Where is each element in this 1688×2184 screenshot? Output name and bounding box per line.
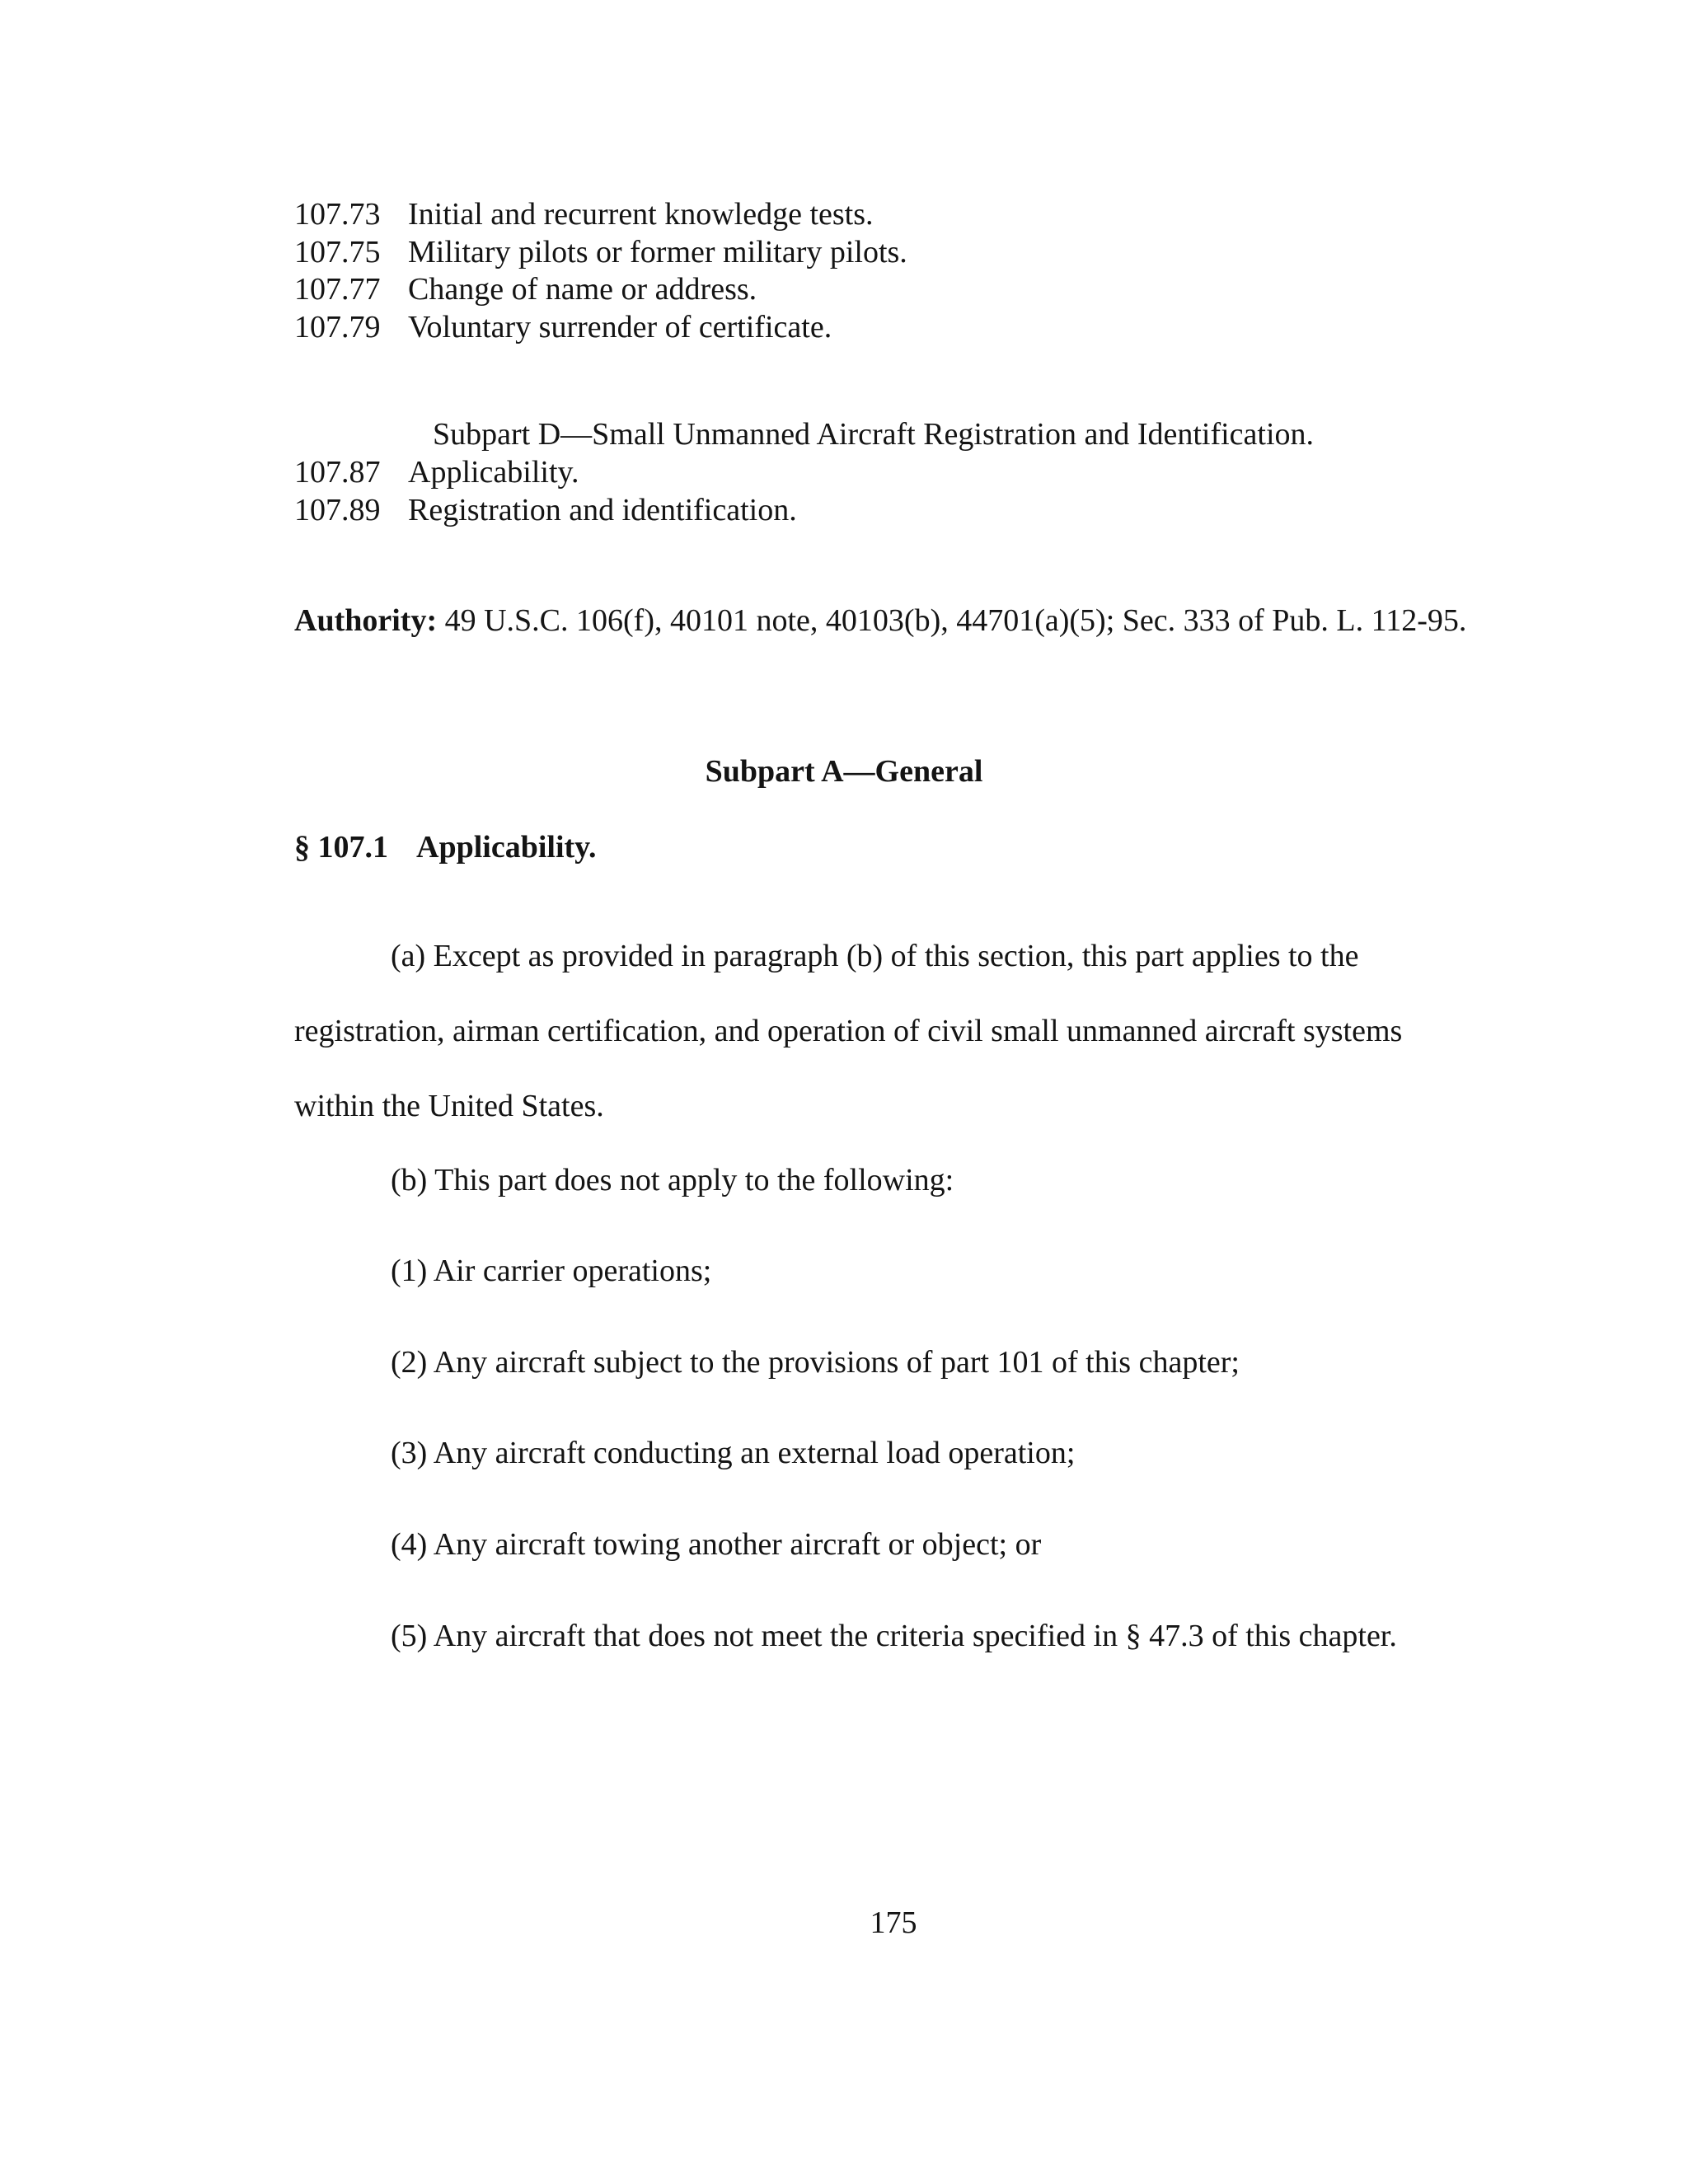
authority-label: Authority: (294, 603, 438, 638)
section-title: Applicability. (416, 830, 597, 865)
list-item: (1) Air carrier operations; (391, 1254, 712, 1288)
toc-entry-title: Voluntary surrender of certificate. (408, 310, 832, 344)
toc-entry-title: Change of name or address. (408, 272, 757, 307)
page-number: 175 (870, 1905, 917, 1940)
toc-entry-number: 107.73 (294, 197, 381, 232)
toc-entry (294, 270, 757, 308)
list-item: (2) Any aircraft subject to the provisions of part 101 of this chapter; (391, 1345, 1240, 1380)
list-item: (5) Any aircraft that does not meet the criteria specified in § 47.3 of this chapter. (391, 1619, 1397, 1653)
paragraph-a: (a) Except as provided in paragraph (b) of this section, this part applies to the registration, airman certification, and operation of civil small unmanned aircraft systems within the United States. (294, 939, 1403, 1123)
toc-entry-title: Military pilots or former military pilots. (408, 235, 907, 269)
authority-paragraph (294, 602, 1481, 640)
list-item: (4) Any aircraft towing another aircraft or object; or (391, 1527, 1042, 1562)
toc-entry (294, 453, 579, 491)
toc-entry (294, 491, 797, 529)
section-heading (294, 828, 597, 866)
toc-entry (294, 233, 907, 271)
toc-entry-number: 107.89 (294, 493, 381, 527)
toc-entry-number: 107.79 (294, 310, 381, 344)
list-item: (3) Any aircraft conducting an external load operation; (391, 1436, 1076, 1470)
toc-entry-number: 107.77 (294, 272, 381, 307)
subpart-a-heading: Subpart A—General (705, 754, 983, 789)
toc-entry (294, 195, 874, 233)
section-number: § 107.1 (294, 830, 388, 865)
toc-entry-number: 107.87 (294, 455, 381, 490)
toc-entry-title: Initial and recurrent knowledge tests. (408, 197, 874, 232)
authority-text: 49 U.S.C. 106(f), 40101 note, 40103(b), 44701(a)(5); Sec. 333 of Pub. L. 112-95. (437, 603, 1467, 638)
toc-entry-title: Registration and identification. (408, 493, 797, 527)
toc-entry-number: 107.75 (294, 235, 381, 269)
paragraph-b: (b) This part does not apply to the following: (391, 1163, 954, 1197)
subpart-d-heading: Subpart D—Small Unmanned Aircraft Registration and Identification. (433, 417, 1315, 452)
toc-entry (294, 308, 832, 346)
toc-entry-title: Applicability. (408, 455, 579, 490)
